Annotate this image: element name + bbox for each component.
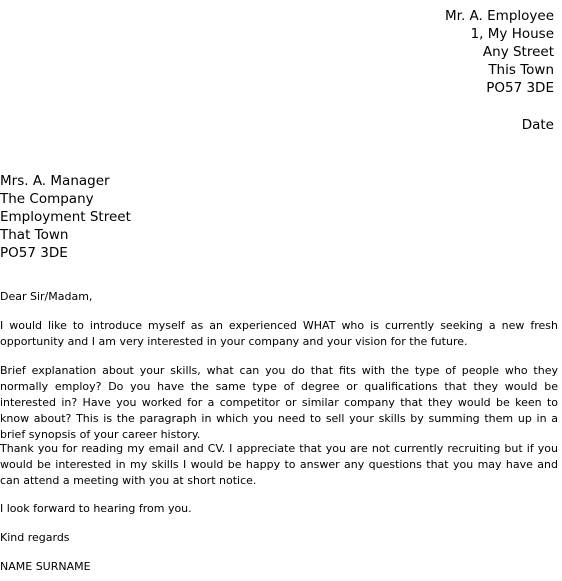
letter-salutation: Dear Sir/Madam, xyxy=(0,290,93,303)
letter-signoff: Kind regards xyxy=(0,531,70,544)
sender-town: This Town xyxy=(488,62,554,78)
sender-postcode: PO57 3DE xyxy=(486,80,554,96)
sender-address-line1: 1, My House xyxy=(470,26,554,42)
recipient-name: Mrs. A. Manager xyxy=(0,173,110,189)
recipient-street: Employment Street xyxy=(0,209,131,225)
letter-date: Date xyxy=(521,117,554,133)
letter-paragraph-skills: Brief explanation about your skills, what can you do that fits with the type of people who they normally employ? Do you have the same type of degree or qualifications that they would be interested in? Have you worked for a competitor or similar company that they would be keen to know about? This is the paragraph in which you need to sell your skills by summing them up in a brief synopsis of your career history. xyxy=(0,364,558,441)
recipient-address-block xyxy=(0,172,131,262)
letter-paragraph-closing: I look forward to hearing from you. xyxy=(0,502,192,515)
recipient-town: That Town xyxy=(0,227,69,243)
sender-address-line2: Any Street xyxy=(482,44,554,60)
recipient-company: The Company xyxy=(0,191,94,207)
sender-address-block xyxy=(445,7,554,97)
recipient-postcode: PO57 3DE xyxy=(0,245,68,261)
letter-signature: NAME SURNAME xyxy=(0,560,91,573)
letter-paragraph-intro: I would like to introduce myself as an experienced WHAT who is currently seeking a new fresh opportunity and I am very interested in your company and your vision for the future. xyxy=(0,319,558,348)
letter-paragraph-thanks: Thank you for reading my email and CV. I appreciate that you are not currently recruiting but if you would be interested in my skills I would be happy to answer any questions that you may have and can attend a meeting with you at short notice. xyxy=(0,442,558,487)
sender-name: Mr. A. Employee xyxy=(445,8,554,24)
